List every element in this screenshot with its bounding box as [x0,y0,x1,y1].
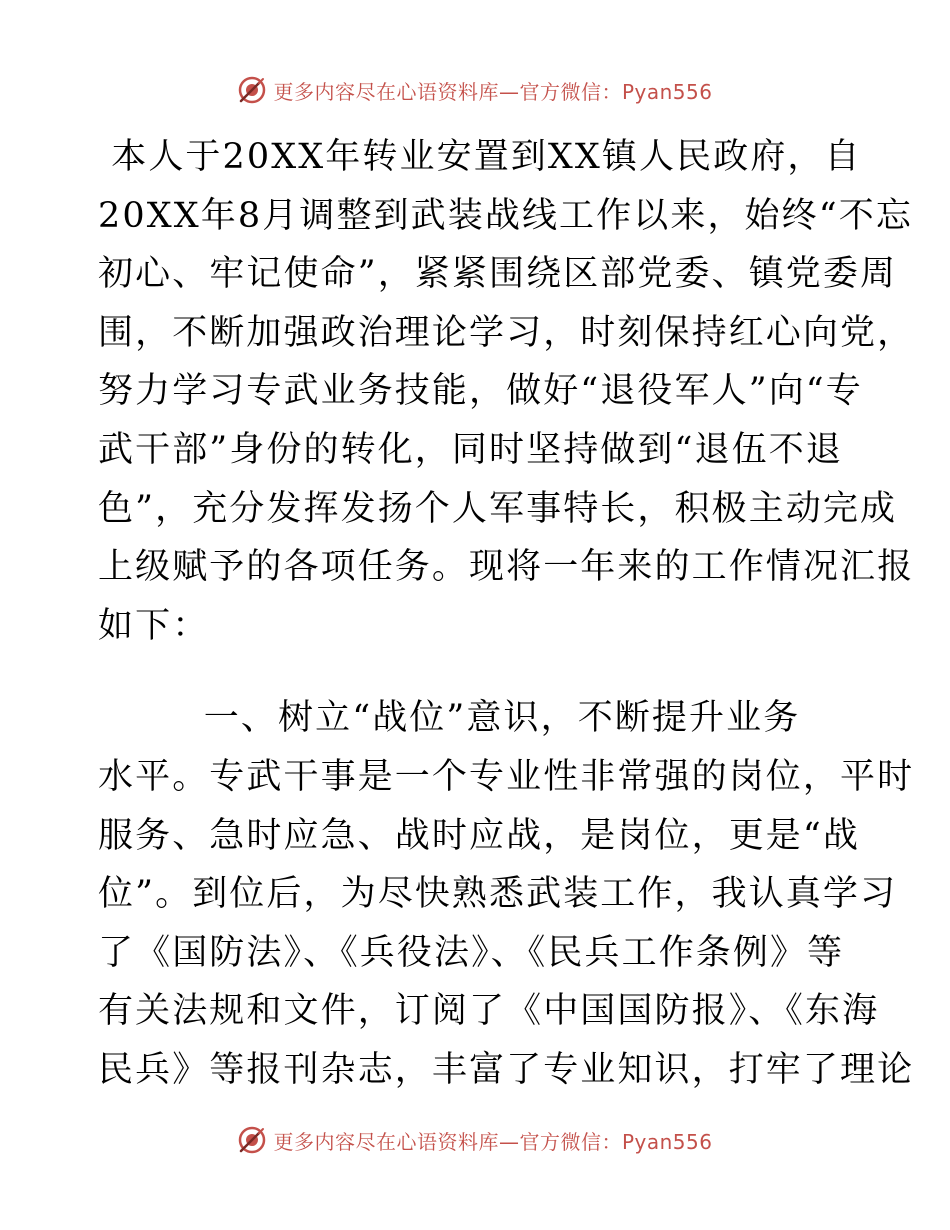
paragraph-line: 服务、急时应急、战时应战，是岗位，更是“战 [98,815,860,856]
paragraph-line: 水平。专武干事是一个专业性非常强的岗位，平时 [98,756,915,797]
paragraph-gap [98,655,850,689]
watermark-text: 更多内容尽在心语资料库—官方微信：Pyan556 [273,1129,713,1154]
header-watermark [0,70,950,110]
paragraph-line: 20XX年8月调整到武装战线工作以来，始终“不忘 [98,195,913,236]
paragraph-line: 武干部”身份的转化，同时坚持做到“退伍不退 [98,429,843,470]
watermark-text: 更多内容尽在心语资料库—官方微信：Pyan556 [273,79,713,104]
pen-logo-icon [237,75,267,105]
section-heading-line: 一、树立“战位”意识，不断提升业务 [98,698,801,739]
paragraph-line: 上级赋予的各项任务。现将一年来的工作情况汇报 [98,547,915,588]
paragraph-line: 努力学习专武业务技能，做好“退役军人”向“专 [98,371,863,412]
footer-watermark [0,1120,950,1160]
paragraph-line: 了《国防法》、《兵役法》、《民兵工作条例》等 [98,932,845,973]
paragraph-line: 色”，充分发挥发扬个人军事特长，积极主动完成 [98,488,898,529]
paragraph-line: 围，不断加强政治理论学习，时刻保持红心向党， [98,312,915,353]
paragraph-line: 民兵》等报刊杂志，丰富了专业知识，打牢了理论 [98,1049,915,1090]
paragraph-line: 本人于20XX年转业安置到XX镇人民政府，自 [98,137,862,177]
paragraph-line: 如下： [98,605,210,646]
paragraph-line: 有关法规和文件，订阅了《中国国防报》、《东海 [98,991,880,1032]
paragraph-line: 位”。到位后，为尽快熟悉武装工作，我认真学习 [98,874,898,915]
paragraph-line: 初心、牢记使命”，紧紧围绕区部党委、镇党委周 [98,254,898,295]
pen-logo-icon [237,1125,267,1155]
document-body [98,128,915,1100]
